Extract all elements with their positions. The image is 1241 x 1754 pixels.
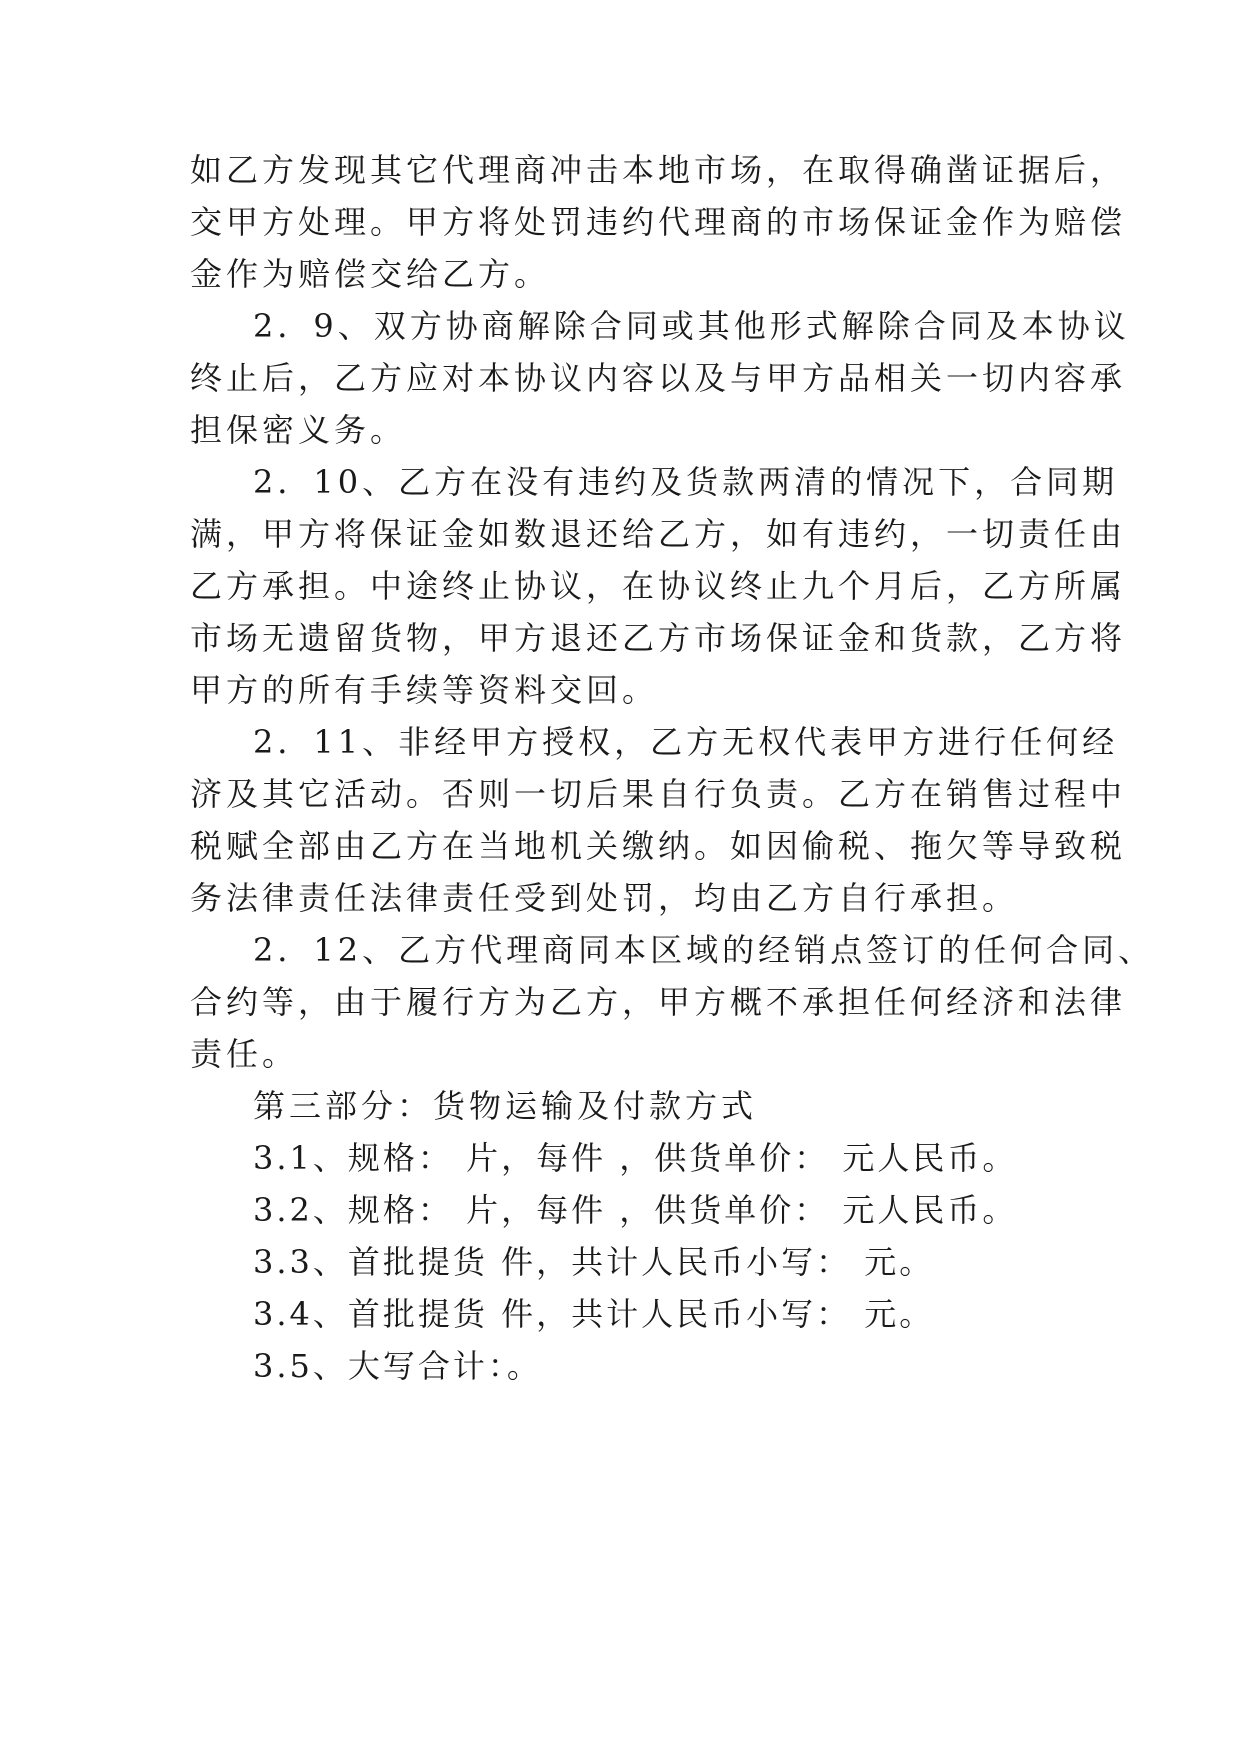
clause-2-9-line: 担保密义务。 xyxy=(190,411,407,449)
item-3-4: 3.4、首批提货 件，共计人民币小写： 元。 xyxy=(253,1295,935,1333)
item-3-1: 3.1、规格： 片，每件 ，供货单价： 元人民币。 xyxy=(253,1139,1018,1177)
clause-2-9-line: 终止后，乙方应对本协议内容以及与甲方品相关一切内容承 xyxy=(190,359,1127,397)
clause-2-10-line: 满，甲方将保证金如数退还给乙方，如有违约，一切责任由 xyxy=(190,515,1127,553)
clause-2-10-line: 乙方承担。中途终止协议，在协议终止九个月后，乙方所属 xyxy=(190,567,1127,605)
clause-2-11-line: 2．11、非经甲方授权，乙方无权代表甲方进行任何经 xyxy=(253,723,1119,761)
item-3-2: 3.2、规格： 片，每件 ，供货单价： 元人民币。 xyxy=(253,1191,1018,1229)
clause-2-12-line: 合约等，由于履行方为乙方，甲方概不承担任何经济和法律 xyxy=(190,983,1127,1021)
section-title: 第三部分：货物运输及付款方式 xyxy=(253,1087,758,1125)
clause-2-12-line: 责任。 xyxy=(190,1035,299,1073)
item-3-3: 3.3、首批提货 件，共计人民币小写： 元。 xyxy=(253,1243,935,1281)
clause-2-10-line: 甲方的所有手续等资料交回。 xyxy=(190,671,659,709)
paragraph-line: 金作为赔偿交给乙方。 xyxy=(190,255,551,293)
clause-2-11-line: 济及其它活动。否则一切后果自行负责。乙方在销售过程中 xyxy=(190,775,1127,813)
item-3-5: 3.5、大写合计：。 xyxy=(253,1347,542,1385)
clause-2-10-line: 2．10、乙方在没有违约及货款两清的情况下，合同期 xyxy=(253,463,1119,501)
clause-2-12-line: 2．12、乙方代理商同本区域的经销点签订的任何合同、 xyxy=(253,931,1155,969)
clause-2-9-line: 2．9、双方协商解除合同或其他形式解除合同及本协议 xyxy=(253,307,1130,345)
clause-2-11-line: 税赋全部由乙方在当地机关缴纳。如因偷税、拖欠等导致税 xyxy=(190,827,1127,865)
clause-2-10-line: 市场无遗留货物，甲方退还乙方市场保证金和货款，乙方将 xyxy=(190,619,1127,657)
clause-2-11-line: 务法律责任法律责任受到处罚，均由乙方自行承担。 xyxy=(190,879,1019,917)
paragraph-line: 如乙方发现其它代理商冲击本地市场，在取得确凿证据后， xyxy=(190,151,1127,189)
paragraph-line: 交甲方处理。甲方将处罚违约代理商的市场保证金作为赔偿 xyxy=(190,203,1127,241)
